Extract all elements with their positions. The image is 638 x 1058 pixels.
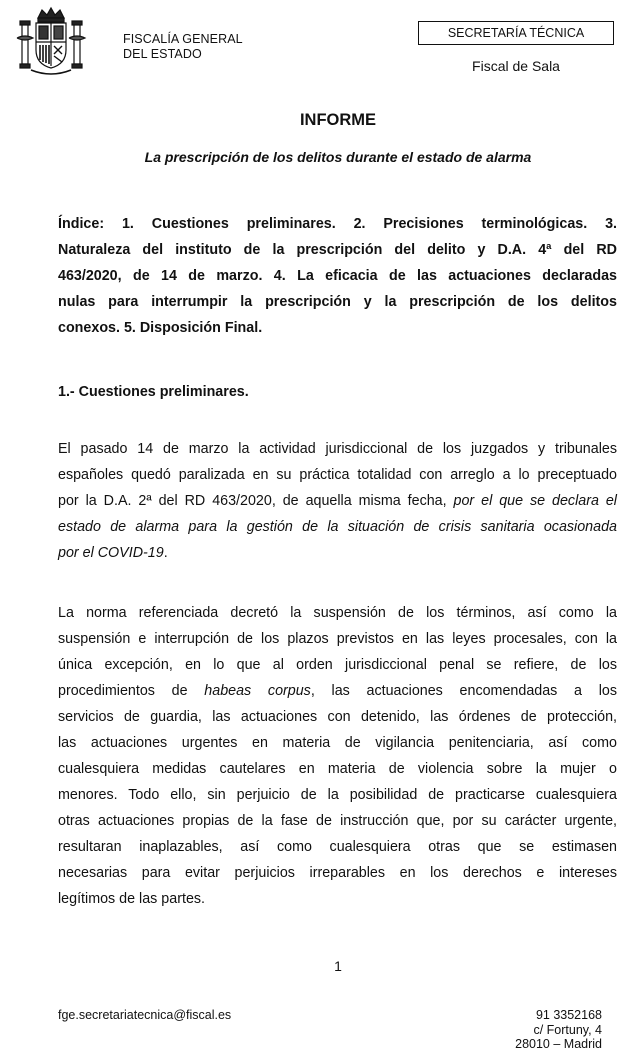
paragraph-line: resultaran inaplazables, así como cualesquiera otras que se estimasen xyxy=(58,839,617,855)
paragraph-2 xyxy=(58,600,617,912)
footer-city: 28010 – Madrid xyxy=(515,1037,602,1051)
index-line: nulas para interrumpir la prescripción y la prescripción de los delitos xyxy=(58,294,617,310)
page-number: 1 xyxy=(334,958,342,974)
paragraph-line: estado de alarma para la gestión de la situación de crisis sanitaria ocasionada xyxy=(58,519,617,535)
index-paragraph xyxy=(58,211,617,341)
footer-street: c/ Fortuny, 4 xyxy=(533,1022,602,1037)
text-run: . xyxy=(163,545,168,561)
org-line-1: FISCALÍA GENERAL xyxy=(123,32,243,46)
org-line-2: DEL ESTADO xyxy=(123,47,202,61)
footer-email: fge.secretariatecnica@fiscal.es xyxy=(58,1008,232,1022)
department-box: SECRETARÍA TÉCNICA xyxy=(418,21,614,45)
paragraph-line: menores. Todo ello, sin perjuicio de la posibilidad de practicarse cualesquiera xyxy=(58,787,617,803)
paragraph-line: La norma referenciada decretó la suspensión de los términos, así como la xyxy=(58,605,617,621)
paragraph-line xyxy=(58,540,617,566)
index-line: 463/2020, de 14 de marzo. 4. La eficacia de las actuaciones declaradas xyxy=(58,268,617,284)
paragraph-line: servicios de guardia, las actuaciones con detenido, las órdenes de protección, xyxy=(58,709,617,725)
italic-run: por el COVID-19 xyxy=(58,545,164,561)
paragraph-line: las actuaciones urgentes en materia de vigilancia penitenciaria, así como xyxy=(58,735,617,751)
footer-phone: 91 3352168 xyxy=(535,1008,602,1022)
paragraph-line: El pasado 14 de marzo la actividad jurisdiccional de los juzgados y tribunales xyxy=(58,441,617,457)
section-heading: 1.- Cuestiones preliminares. xyxy=(58,384,249,400)
organization-name xyxy=(123,32,243,62)
index-line: conexos. 5. Disposición Final. xyxy=(58,320,263,336)
index-line: Naturaleza del instituto de la prescripción del delito y D.A. 4ª del RD xyxy=(58,242,617,258)
document-title: INFORME xyxy=(299,111,377,129)
paragraph-1 xyxy=(58,436,617,566)
fiscal-label: Fiscal de Sala xyxy=(472,58,560,74)
index-line: Índice: 1. Cuestiones preliminares. 2. Precisiones terminológicas. 3. xyxy=(58,216,617,232)
paragraph-line xyxy=(58,678,617,704)
paragraph-line xyxy=(58,488,617,514)
paragraph-line: legítimos de las partes. xyxy=(58,891,206,907)
paragraph-line: cualesquiera medidas cautelares en materia de violencia sobre la mujer o xyxy=(58,761,617,777)
paragraph-line: única excepción, en lo que al orden jurisdiccional penal se refiere, de los xyxy=(58,657,617,673)
text-run: procedimientos de xyxy=(58,683,205,699)
text-run: , las actuaciones encomendadas a los xyxy=(310,683,617,699)
coat-of-arms-emblem xyxy=(14,4,88,78)
italic-run: habeas corpus xyxy=(204,683,311,699)
document-subtitle: La prescripción de los delitos durante el estado de alarma xyxy=(144,149,532,165)
paragraph-line: necesarias para evitar perjuicios irreparables en los derechos e intereses xyxy=(58,865,617,881)
paragraph-line: españoles quedó paralizada en su práctica totalidad con arreglo a lo preceptuado xyxy=(58,467,617,483)
paragraph-line: suspensión e interrupción de los plazos previstos en las leyes procesales, con la xyxy=(58,631,617,647)
italic-run: por el que se declara el xyxy=(446,493,617,509)
footer-address xyxy=(515,1008,602,1052)
paragraph-line: otras actuaciones propias de la fase de instrucción que, por su carácter urgente, xyxy=(58,813,617,829)
text-run: por la D.A. 2ª del RD 463/2020, de aquella misma fecha, xyxy=(58,493,447,509)
